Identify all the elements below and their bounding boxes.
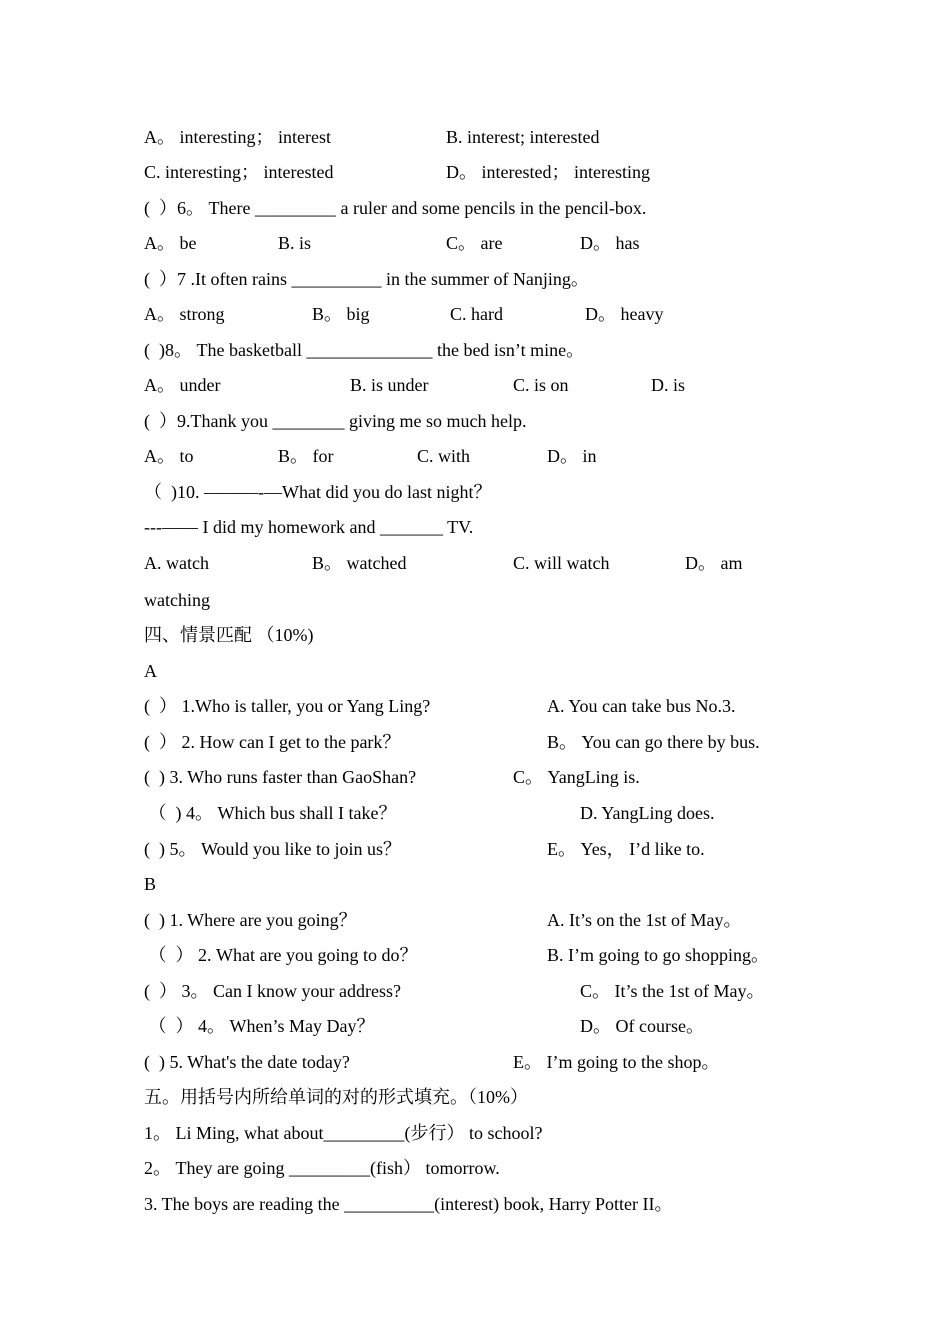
text-line-5-2: C. hard (450, 304, 503, 324)
text-line-4-0: ( ）7 .It often rains __________ in the summer of Nanjing。 (144, 269, 589, 289)
text-line-28-0: 1。 Li Ming, what about_________(步行） to school? (144, 1123, 543, 1143)
text-line-21-0: B (144, 874, 157, 894)
text-line-8-0: ( ）9.Thank you ________ giving me so much help. (144, 411, 527, 431)
text-line-12-1: B。 watched (312, 553, 407, 573)
text-line-16-0: ( ） 1.Who is taller, you or Yang Ling? (144, 696, 431, 716)
text-line-3-0: A。 be (144, 233, 197, 253)
text-line-7-1: B. is under (350, 375, 429, 395)
text-line-10-0: （ )10. ———-—What did you do last night？ (144, 482, 492, 502)
text-line-29-0: 2。 They are going _________(fish） tomorrow. (144, 1158, 500, 1178)
text-line-5-3: D。 heavy (585, 304, 664, 324)
text-line-6-0: ( )8。 The basketball ______________ the bed isn’t mine。 (144, 340, 585, 360)
text-line-27-0: 五。用括号内所给单词的对的形式填充。（10%） (144, 1087, 528, 1107)
text-line-9-1: B。 for (278, 446, 334, 466)
text-line-9-0: A。 to (144, 446, 194, 466)
text-line-7-2: C. is on (513, 375, 569, 395)
text-line-0-1: B. interest; interested (446, 127, 600, 147)
text-line-25-0: （ ） 4。 When’s May Day？ (144, 1016, 375, 1036)
text-line-9-3: D。 in (547, 446, 597, 466)
text-line-17-1: B。 You can go there by bus. (547, 732, 760, 752)
text-line-22-1: A. It’s on the 1st of May。 (547, 910, 742, 930)
text-line-12-0: A. watch (144, 553, 209, 573)
text-line-19-0: （ ) 4。 Which bus shall I take？ (144, 803, 397, 823)
text-line-1-1: D。 interested； interesting (446, 162, 650, 182)
text-line-11-0: ---—— I did my homework and _______ TV. (144, 517, 474, 537)
text-line-13-0: watching (144, 590, 210, 610)
text-line-25-1: D。 Of course。 (580, 1016, 704, 1036)
text-line-15-0: A (144, 661, 157, 681)
text-line-7-0: A。 under (144, 375, 221, 395)
text-line-5-1: B。 big (312, 304, 370, 324)
text-line-18-1: C。 YangLing is. (513, 767, 640, 787)
text-line-20-0: ( ) 5。 Would you like to join us？ (144, 839, 402, 859)
text-line-12-2: C. will watch (513, 553, 610, 573)
text-line-14-0: 四、情景匹配 （10%) (144, 625, 314, 645)
text-line-19-1: D. YangLing does. (580, 803, 715, 823)
text-line-3-3: D。 has (580, 233, 640, 253)
text-line-3-1: B. is (278, 233, 312, 253)
text-line-20-1: E。 Yes， I’d like to. (547, 839, 705, 859)
text-line-23-1: B. I’m going to go shopping。 (547, 945, 770, 965)
text-line-17-0: ( ） 2. How can I get to the park？ (144, 732, 401, 752)
text-line-16-1: A. You can take bus No.3. (547, 696, 736, 716)
text-line-1-0: C. interesting； interested (144, 162, 334, 182)
text-line-12-3: D。 am (685, 553, 743, 573)
text-line-26-1: E。 I’m going to the shop。 (513, 1052, 720, 1072)
text-line-24-1: C。 It’s the 1st of May。 (580, 981, 765, 1001)
text-line-22-0: ( ) 1. Where are you going？ (144, 910, 357, 930)
text-line-0-0: A。 interesting； interest (144, 127, 331, 147)
text-line-2-0: ( ）6。 There _________ a ruler and some pencils in the pencil-box. (144, 198, 647, 218)
text-line-3-2: C。 are (446, 233, 503, 253)
text-line-24-0: ( ） 3。 Can I know your address? (144, 981, 401, 1001)
text-line-30-0: 3. The boys are reading the __________(interest) book, Harry Potter II。 (144, 1194, 673, 1214)
text-line-18-0: ( ) 3. Who runs faster than GaoShan? (144, 767, 417, 787)
text-line-26-0: ( ) 5. What's the date today? (144, 1052, 350, 1072)
text-line-5-0: A。 strong (144, 304, 225, 324)
text-line-23-0: （ ） 2. What are you going to do？ (144, 945, 418, 965)
text-line-9-2: C. with (417, 446, 471, 466)
text-line-7-3: D. is (651, 375, 686, 395)
